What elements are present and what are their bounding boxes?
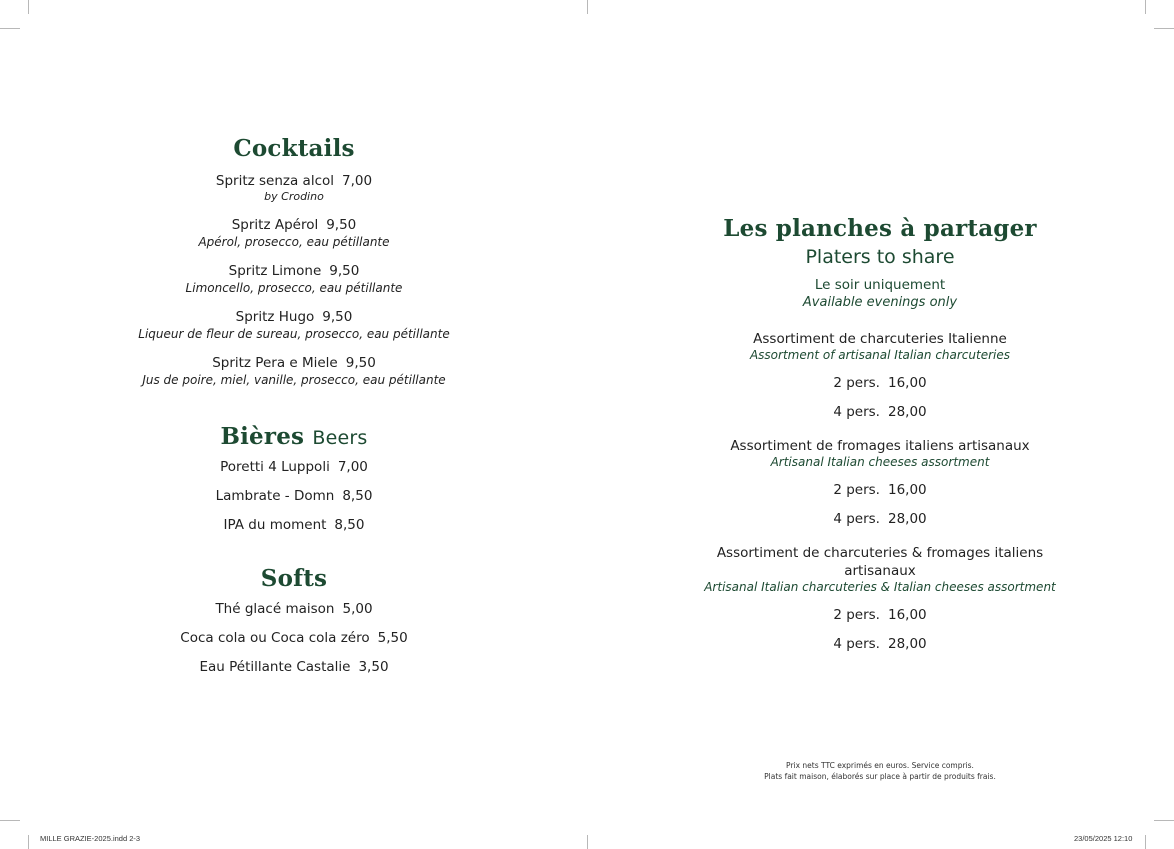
item-price: 5,50 <box>377 630 408 646</box>
item-description: Liqueur de fleur de sureau, prosecco, eau pétillante <box>138 327 450 341</box>
board-name: Assortiment de charcuteries & fromages italiens artisanaux <box>716 545 1044 579</box>
board-description: Artisanal Italian charcuteries & Italian cheeses assortment <box>704 580 1056 594</box>
option-price: 16,00 <box>887 375 927 391</box>
crop-mark <box>587 0 588 14</box>
option-price: 28,00 <box>887 511 927 527</box>
menu-item <box>120 308 468 342</box>
menu-item <box>120 487 468 505</box>
footnote-line: Prix nets TTC exprimés en euros. Service compris. <box>786 761 974 770</box>
option-price: 16,00 <box>887 607 927 623</box>
beers-title-fr: Bières <box>220 423 305 450</box>
crop-mark <box>0 820 20 821</box>
item-description: Apérol, prosecco, eau pétillante <box>198 235 390 249</box>
item-name: Eau Pétillante Castalie <box>199 659 351 675</box>
evening-note-en: Available evenings only <box>802 295 958 310</box>
board-option <box>680 635 1080 653</box>
option-size: 4 pers. <box>833 511 880 527</box>
crop-mark <box>28 0 29 14</box>
option-size: 2 pers. <box>833 482 880 498</box>
item-name: Spritz Pera e Miele <box>212 355 338 371</box>
crop-mark <box>1154 820 1174 821</box>
crop-mark <box>0 28 20 29</box>
item-price: 8,50 <box>334 517 365 533</box>
item-name: Lambrate - Domn <box>215 488 335 504</box>
menu-item <box>120 172 468 204</box>
menu-item <box>120 600 468 618</box>
item-name: Thé glacé maison <box>215 601 335 617</box>
option-size: 2 pers. <box>833 375 880 391</box>
crop-mark <box>28 835 29 849</box>
board-option <box>680 510 1080 528</box>
price-footnote <box>700 760 1060 782</box>
item-name: Spritz Apérol <box>231 217 319 233</box>
item-price: 5,00 <box>342 601 373 617</box>
option-size: 4 pers. <box>833 636 880 652</box>
item-price: 9,50 <box>345 355 376 371</box>
item-description: Limoncello, prosecco, eau pétillante <box>185 281 403 295</box>
menu-item <box>120 516 468 534</box>
item-name: Poretti 4 Luppoli <box>220 459 330 475</box>
item-name: Coca cola ou Coca cola zéro <box>180 630 370 646</box>
item-name: Spritz senza alcol <box>215 173 335 189</box>
footnote-line: Plats fait maison, élaborés sur place à partir de produits frais. <box>764 772 996 781</box>
beers-title <box>120 422 468 452</box>
boards-subtitle: Platers to share <box>805 246 955 268</box>
menu-item <box>120 216 468 250</box>
board-name: Assortiment de fromages italiens artisanaux <box>730 438 1030 454</box>
drinks-column <box>120 134 468 676</box>
item-price: 9,50 <box>329 263 360 279</box>
item-price: 7,00 <box>342 173 373 189</box>
crop-mark <box>1154 28 1174 29</box>
item-description: Jus de poire, miel, vanille, prosecco, eau pétillante <box>142 373 446 387</box>
softs-title: Softs <box>260 565 328 592</box>
item-price: 3,50 <box>358 659 389 675</box>
board-description: Assortment of artisanal Italian charcuteries <box>749 348 1011 362</box>
item-price: 8,50 <box>342 488 373 504</box>
item-price: 7,00 <box>337 459 368 475</box>
slug-filename: MILLE GRAZIE-2025.indd 2-3 <box>40 834 141 843</box>
board-description: Artisanal Italian cheeses assortment <box>770 455 990 469</box>
item-price: 9,50 <box>326 217 357 233</box>
beers-title-en: Beers <box>312 427 368 449</box>
item-price: 9,50 <box>322 309 353 325</box>
board-option <box>680 374 1080 392</box>
board-item <box>680 330 1080 421</box>
board-option <box>680 403 1080 421</box>
menu-item <box>120 458 468 476</box>
board-item <box>680 437 1080 528</box>
cocktails-title: Cocktails <box>233 135 355 162</box>
board-option <box>680 481 1080 499</box>
item-name: IPA du moment <box>223 517 327 533</box>
option-price: 28,00 <box>887 636 927 652</box>
evening-note-fr: Le soir uniquement <box>814 277 946 293</box>
option-price: 28,00 <box>887 404 927 420</box>
item-name: Spritz Hugo <box>235 309 315 325</box>
menu-item <box>120 658 468 676</box>
menu-item <box>120 354 468 388</box>
option-price: 16,00 <box>887 482 927 498</box>
board-item <box>680 544 1080 653</box>
item-name: Spritz Limone <box>228 263 322 279</box>
crop-mark <box>587 835 588 849</box>
board-option <box>680 606 1080 624</box>
crop-mark <box>1145 0 1146 14</box>
slug-date: 23/05/2025 12:10 <box>1074 834 1133 843</box>
board-name: Assortiment de charcuteries Italienne <box>753 331 1007 347</box>
sharing-boards-column <box>680 214 1080 653</box>
menu-item <box>120 629 468 647</box>
crop-mark <box>1145 835 1146 849</box>
menu-item <box>120 262 468 296</box>
option-size: 2 pers. <box>833 607 880 623</box>
item-description: by Crodino <box>264 190 324 203</box>
boards-title: Les planches à partager <box>723 215 1037 242</box>
option-size: 4 pers. <box>833 404 880 420</box>
